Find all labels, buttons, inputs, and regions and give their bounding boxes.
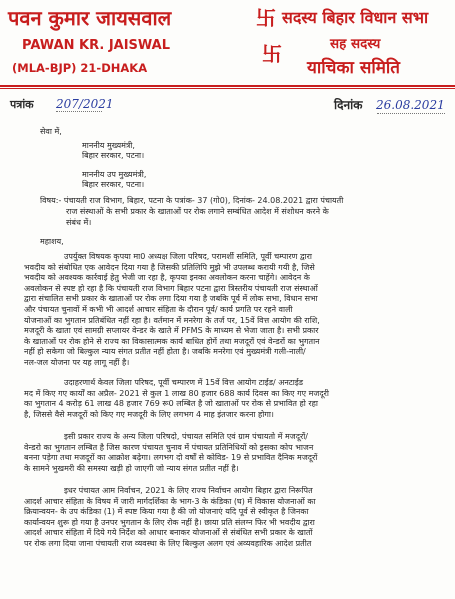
sender-name-hindi: पवन कुमार जायसवाल [8,6,172,30]
swastika-symbol-icon: 卐 [256,6,276,30]
paragraph-line: कार्यान्वयन शुरू हो गया है उनपर भुगतान के लिए रोक नहीं है। छाया प्रति संलग्न फिर भी भवदीय द्वारा [24,517,315,527]
paragraph-line: है, जिससे वैसे मजदूरों को किए गए मजदूरी के लिए लगभग 4 माह इंतजार करना होगा। [24,409,274,419]
paragraph-line: आदर्श आचार संहिता में दिये गये निर्देश को आधार बनाकर योजनाओं से संबंधित सभी प्रकार के खातों [24,528,313,538]
header-divider [0,85,455,87]
paragraph-line: क्रियान्वयन- के उप कंडिका (1) में स्पष्ट किया गया है की जो योजनाएं यदि पूर्व से स्वीकृत है जिनका [24,507,309,517]
salutation-to: सेवा में, [40,127,62,136]
paragraph-line: वेन्डरो का भुगतान लम्बित है जिस कारण पंचायत चुनाव में पंचायत प्रतिनिधियों को इसका कोप भाजन [24,442,314,452]
paragraph-line: उपर्युक्त विषयक कृपया मा0 अध्यक्ष जिला परिषद, परामर्शी समिति, पूर्वी चम्पारण द्वारा [64,252,312,261]
body-paragraph-4 [24,486,442,550]
date-label: दिनांक [334,98,363,112]
reference-label: पत्रांक [10,98,34,111]
paragraph-line: योजनाओं का भुगतान प्रतिबंधित नहीं रहा है। वर्तमान में मनरेगा के तर्ज पर, 15वें वित्त आयोग की राशि, [24,315,320,325]
date-line [377,113,445,114]
reference-number: 207/2021 [56,97,114,111]
recipient2-line1: माननीय उप मुख्यमंत्री, [82,170,147,179]
paragraph-line: के सामने भुखमरी की समस्या खड़ी हो जाएगी जो न्याय संगत प्रतीत नहीं है। [24,463,239,473]
subject-line1: विषय:- पंचायती राज विभाग, बिहार, पटना के पत्रांक- 37 (गो0), दिनांक- 24.08.2021 द्वारा पंचायती [40,196,344,205]
paragraph-line: इधर पंचायत आम निर्वाचन, 2021 के लिए राज्य निर्वाचन आयोग बिहार द्वारा निरूपित [64,486,313,495]
paragraph-line: अवलोकन से स्पष्ट हो रहा है कि पंचायती राज विभाग बिहार पटना द्वारा त्रिस्तरीय पंचायती राज संस्थाओं [24,283,318,293]
paragraph-line: मजदूरी के खाता एवं सामग्री सप्लायर वेन्डर के खाते में PFMS के माध्यम से भेजा जाता है। सभी प्रकार [24,326,319,336]
paragraph-line: भवदीय को अवश्यक कार्रवाई हेतु भेजी जा रहा है, कृपया इनका अवलोकन करना चाहेंगे। आवेदन के [24,273,310,283]
paragraph-line: और पंचायत चुनावों में कभी भी आदर्श आचार संहिता के दौरान पूर्व/ कार्य प्रगति पर रहने वाली [24,304,293,314]
subject-line3: संबंध में। [66,218,92,227]
recipient1-line1: माननीय मुख्यमंत्री, [82,141,135,150]
recipient1-line2: बिहार सरकार, पटना। [82,151,145,160]
paragraph-line: द्वारा संचालित सभी प्रकार के खाताओं पर रोक लगा दिया गया है जबकि पूर्व में लोक सभा, विधान सभा [24,294,318,304]
paragraph-line: नहीं हो सकेगा जो बिल्कुल न्याय संगत प्रतीत नहीं होता है। जबकि मनरेगा एवं मुख्यमंत्री गली-नाली/ [24,347,306,357]
date-value: 26.08.2021 [376,98,445,112]
paragraph-line: पर रोक लगा दिया जाना पंचायती राज व्यवस्था के लिए बिल्कुल अलग एवं अव्यवहारिक आदेश प्रतीत [24,538,312,548]
paragraph-line: उदाहरणार्थ केवल जिला परिषद, पूर्वी चम्पारण में 15वें वित्त आयोग टाईड/ अनटाईड [64,378,304,387]
reference-line [56,111,102,112]
subject-line2: राज संस्थाओं के सभी प्रकार के खाताओं पर रोक लगाने सम्बंधित आदेश में संशोधन करने के [66,207,329,216]
body-paragraph-1 [24,252,442,369]
header-divider-thin [0,88,455,89]
sender-party-constituency: (MLA-BJP) 21-DHAKA [12,61,148,75]
paragraph-line: इसी प्रकार राज्य के अन्य जिला परिषदो, पंचायत समिति एवं ग्राम पंचायतो में मजदूरों/ [64,432,308,441]
paragraph-line: भवदीय को संबोधित एक आवेदन दिया गया है जिसकी प्रतिलिपि मुझे भी उपलब्ध करायी गयी है, जिसे [24,262,315,272]
body-paragraph-3 [24,432,442,474]
committee-name: याचिका समिति [307,58,400,78]
paragraph-line: आदर्श आचार संहिता के विषय में जारी मार्गदर्शिका के भाग-3 के कंडिका (घ) में विकास योजनाओं का [24,496,316,506]
co-member-label: सह सदस्य [330,36,381,52]
swastika-symbol-icon: 卐 [262,42,282,66]
sender-name-english: PAWAN KR. JAISWAL [22,38,171,53]
paragraph-line: का भुगतान 4 करोड़ 61 लाख 48 हजार 769 रू0 लम्बित है जो खाताओं पर रोक से प्रभावित हो रहा [24,399,318,409]
recipient2-line2: बिहार सरकार, पटना। [82,180,145,189]
paragraph-line: के खाताओं पर रोक होने से राज्य का विकासात्मक कार्य बाधित होगें तथा मजदूरों एवं वेन्डरों का भुगतान [24,336,320,346]
salutation: महाशय, [40,237,64,246]
paragraph-line: बनना पड़ेगा तथा मजदूरों का आक्रोश बढ़ेगा। लगभग दो वर्षों से कोविड- 19 से प्रभावित दैनिक मजदूरों [24,453,318,463]
body-paragraph-2 [24,378,442,420]
paragraph-line: नल-जल योजना पर यह लागू नहीं है। [24,357,130,367]
assembly-member-title: सदस्य बिहार विधान सभा [282,8,429,27]
paragraph-line: मद में किए गए कार्यों का अप्रैल- 2021 से कुल 1 लाख 80 हजार 688 कार्य दिवस का किए गए मजदूरी [24,388,329,398]
